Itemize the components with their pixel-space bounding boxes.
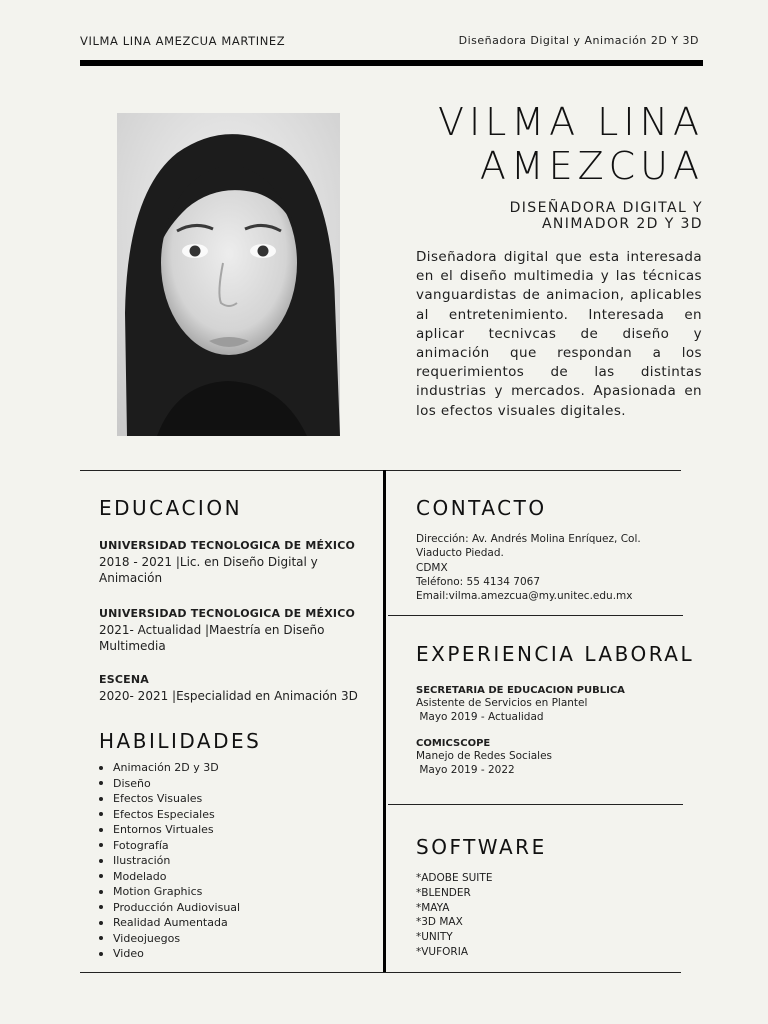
software-list bbox=[416, 871, 492, 960]
job-role: Asistente de Servicios en Plantel bbox=[416, 697, 588, 709]
section-divider bbox=[80, 470, 681, 471]
list-item: *VUFORIA bbox=[416, 945, 468, 958]
list-item: Fotografía bbox=[99, 838, 240, 854]
skills-title: HABILIDADES bbox=[99, 729, 262, 753]
list-item: Videojuegos bbox=[99, 931, 240, 947]
education-detail: 2020- 2021 |Especialidad en Animación 3D bbox=[99, 689, 358, 703]
bullet-icon bbox=[99, 828, 103, 832]
contact-details bbox=[416, 532, 686, 603]
section-divider bbox=[80, 972, 681, 973]
bullet-icon bbox=[99, 890, 103, 894]
header-divider bbox=[80, 60, 703, 66]
section-divider bbox=[388, 804, 683, 805]
profile-name-line2: AMEZCUA bbox=[479, 144, 704, 188]
list-item: Motion Graphics bbox=[99, 884, 240, 900]
bullet-icon bbox=[99, 797, 103, 801]
contact-title: CONTACTO bbox=[416, 496, 547, 520]
job-item bbox=[416, 684, 686, 725]
profile-title bbox=[510, 200, 703, 232]
experience-title: EXPERIENCIA LABORAL bbox=[416, 642, 695, 666]
list-item: Animación 2D y 3D bbox=[99, 760, 240, 776]
job-period: Mayo 2019 - 2022 bbox=[416, 763, 515, 776]
education-detail: 2021- Actualidad |Maestría en Diseño Multimedia bbox=[99, 623, 325, 653]
header-role: Diseñadora Digital y Animación 2D Y 3D bbox=[458, 34, 699, 47]
bullet-icon bbox=[99, 843, 103, 847]
software-title: SOFTWARE bbox=[416, 835, 547, 859]
profile-title-line2: ANIMADOR 2D Y 3D bbox=[541, 216, 703, 232]
profile-name-line1: VILMA LINA bbox=[437, 100, 704, 144]
profile-name bbox=[438, 100, 704, 188]
bullet-icon bbox=[99, 766, 103, 770]
education-title: EDUCACION bbox=[99, 496, 243, 520]
education-institution: ESCENA bbox=[99, 673, 149, 686]
list-item: Diseño bbox=[99, 776, 240, 792]
education-institution: UNIVERSIDAD TECNOLOGICA DE MÉXICO bbox=[99, 607, 356, 620]
bullet-icon bbox=[99, 781, 103, 785]
list-item: Video bbox=[99, 946, 240, 962]
education-item bbox=[99, 673, 369, 705]
contact-address: Viaducto Piedad. bbox=[416, 547, 504, 560]
section-divider bbox=[388, 615, 683, 616]
education-item bbox=[99, 607, 369, 654]
job-organization: SECRETARIA DE EDUCACION PUBLICA bbox=[416, 685, 625, 696]
list-item: Efectos Especiales bbox=[99, 807, 240, 823]
list-item: Producción Audiovisual bbox=[99, 900, 240, 916]
list-item: *UNITY bbox=[416, 931, 453, 944]
education-institution: UNIVERSIDAD TECNOLOGICA DE MÉXICO bbox=[99, 539, 356, 552]
list-item: Efectos Visuales bbox=[99, 791, 240, 807]
list-item: Entornos Virtuales bbox=[99, 822, 240, 838]
education-detail: 2018 - 2021 |Lic. en Diseño Digital y Animación bbox=[99, 555, 318, 585]
bullet-icon bbox=[99, 952, 103, 956]
list-item: Ilustración bbox=[99, 853, 240, 869]
bullet-icon bbox=[99, 812, 103, 816]
profile-summary: Diseñadora digital que esta interesada en el diseño multimedia y las técnicas vanguardistas de animacion, aplicables al entretenimiento. Interesada en aplicar tecnivcas de diseño y animación que respondan a los requerimientos de las distintas industrias y mercados. Apasionada en los efectos visuales digitales. bbox=[416, 249, 702, 419]
job-role: Manejo de Redes Sociales bbox=[416, 750, 553, 762]
column-divider bbox=[383, 470, 386, 973]
bullet-icon bbox=[99, 859, 103, 863]
contact-address: CDMX bbox=[416, 561, 448, 574]
header-name: VILMA LINA AMEZCUA MARTINEZ bbox=[80, 34, 286, 48]
bullet-icon bbox=[99, 874, 103, 878]
bullet-icon bbox=[99, 921, 103, 925]
contact-email: Email:vilma.amezcua@my.unitec.edu.mx bbox=[416, 590, 633, 603]
list-item: *MAYA bbox=[416, 901, 450, 914]
job-period: Mayo 2019 - Actualidad bbox=[416, 710, 544, 723]
profile-title-line1: DISEÑADORA DIGITAL Y bbox=[509, 200, 703, 216]
bullet-icon bbox=[99, 936, 103, 940]
profile-photo bbox=[117, 113, 340, 436]
list-item: Realidad Aumentada bbox=[99, 915, 240, 931]
contact-address: Dirección: Av. Andrés Molina Enríquez, Col. bbox=[416, 533, 641, 545]
contact-phone: Teléfono: 55 4134 7067 bbox=[416, 575, 541, 588]
education-item bbox=[99, 539, 369, 586]
list-item: Modelado bbox=[99, 869, 240, 885]
bullet-icon bbox=[99, 905, 103, 909]
list-item: *3D MAX bbox=[416, 916, 463, 929]
job-organization: COMICSCOPE bbox=[416, 738, 491, 749]
job-item bbox=[416, 737, 686, 778]
list-item: *ADOBE SUITE bbox=[416, 872, 493, 884]
list-item: *BLENDER bbox=[416, 886, 471, 899]
skills-list bbox=[99, 760, 240, 962]
